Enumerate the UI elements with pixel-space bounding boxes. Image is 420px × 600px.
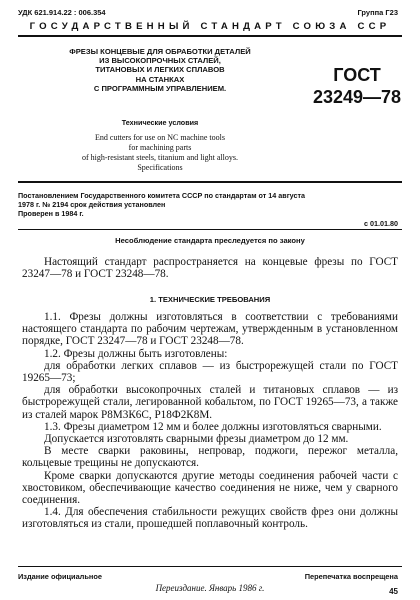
reprint-forbidden: Перепечатка воспрещена — [304, 572, 398, 581]
page-number: 45 — [389, 587, 398, 596]
section-title: 1. ТЕХНИЧЕСКИЕ ТРЕБОВАНИЯ — [149, 295, 271, 304]
clause: для обработки высокопрочных сталей и титановых сплавов — из быстрорежущей стали, легированной кобальтом, по ГОСТ 19265—73, а также из сталей марок Р8М3К6С, Р18Ф2К8М. — [22, 384, 398, 421]
title-line: НА СТАНКАХ — [135, 74, 185, 84]
document-subtitle: Технические условия — [121, 118, 199, 127]
approval-text — [18, 191, 318, 219]
clause: В месте сварки раковины, непровар, поджоги, пережог металла, кольцевые трещины не допускаются. — [22, 445, 398, 470]
clause: для обработки легких сплавов — из быстрорежущей стали по ГОСТ 19265—73; — [22, 359, 398, 385]
gost-designation — [302, 64, 412, 108]
english-title-line: of high-resistant steels, titanium and light alloys. — [82, 153, 238, 162]
intro-text: Настоящий стандарт распространяется на концевые фрезы по ГОСТ 23247—78 и ГОСТ 23248—78. — [22, 256, 398, 281]
clause: 1.3. Фрезы диаметром 12 мм и более должны изготовляться сварными. — [44, 420, 382, 433]
gost-label: ГОСТ — [333, 65, 381, 85]
clause: Кроме сварки допускаются другие методы соединения рабочей части с хвостовиком, обеспечивающие качество соединения не ниже, чем у сварного соединения. — [22, 469, 398, 507]
title-rule — [18, 181, 402, 183]
reissue-note: Переиздание. Январь 1986 г. — [155, 583, 265, 593]
clause: 1.2. Фрезы должны быть изготовлены: — [44, 347, 228, 360]
footer-rule — [18, 566, 402, 567]
approval-line: 1978 г. № 2194 срок действия установлен — [18, 200, 166, 210]
group-code: Группа Г23 — [357, 8, 398, 17]
english-title-line: End cutters for use on NC machine tools — [95, 133, 225, 142]
clause: Допускается изготовлять сварными фрезы диаметром до 12 мм. — [44, 433, 349, 446]
english-title-line: for machining parts — [128, 143, 192, 152]
clause: 1.1. Фрезы должны изготовляться в соответствии с требованиями настоящего стандарта по рабочим чертежам, утвержденным в установленном порядке, ГОСТ 23247—78 и ГОСТ 23248—78. — [22, 311, 398, 348]
title-line: ТИТАНОВЫХ И ЛЕГКИХ СПЛАВОВ — [95, 65, 225, 75]
approval-rule — [18, 229, 402, 230]
header-rule — [18, 35, 402, 37]
title-line: С ПРОГРАММНЫМ УПРАВЛЕНИЕМ. — [93, 83, 227, 93]
udk-code: УДК 621.914.22 : 006.354 — [18, 8, 106, 17]
requirements-body — [22, 311, 398, 531]
effective-date: с 01.01.80 — [364, 219, 398, 228]
gost-number: 23249—78 — [312, 87, 402, 107]
official-edition: Издание официальное — [18, 572, 103, 581]
intro-paragraph — [22, 256, 398, 280]
english-title — [40, 133, 280, 173]
standard-banner: ГОСУДАРСТВЕННЫЙ СТАНДАРТ СОЮЗА ССР — [29, 21, 391, 32]
title-line: ФРЕЗЫ КОНЦЕВЫЕ ДЛЯ ОБРАБОТКИ ДЕТАЛЕЙ — [69, 47, 251, 56]
legal-notice: Несоблюдение стандарта преследуется по закону — [115, 236, 305, 245]
clause: 1.4. Для обеспечения стабильности режущих свойств фрез они должны изготовляться из стали, прошедшей поплавочный контроль. — [22, 506, 398, 531]
title-line: ИЗ ВЫСОКОПРОЧНЫХ СТАЛЕЙ, — [99, 56, 221, 66]
approval-line: Проверен в 1984 г. — [18, 209, 84, 219]
approval-line: Постановлением Государственного комитета СССР по стандартам от 14 августа — [18, 191, 306, 200]
document-title — [40, 47, 280, 93]
english-title-line: Specifications — [137, 163, 183, 172]
